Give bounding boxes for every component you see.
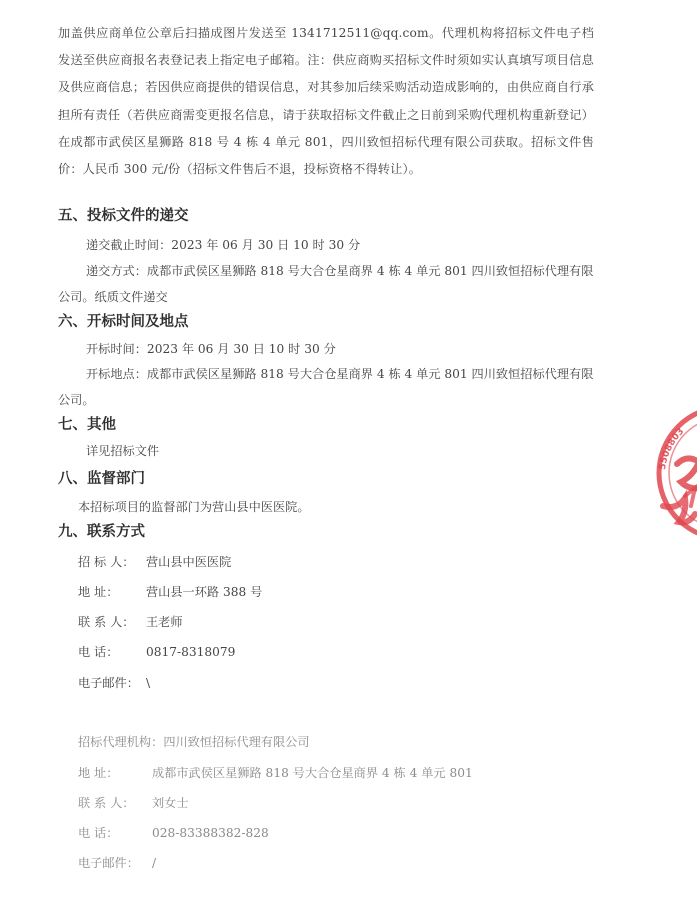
section-7-heading: 七、其他 <box>58 417 116 433</box>
agency-name-label: 招标代理机构： <box>78 735 164 749</box>
agency-phone-label: 电 话： <box>78 826 119 840</box>
agency-address-label: 地 址： <box>78 766 119 780</box>
tenderer-address-row <box>78 582 262 602</box>
agency-email-label: 电子邮件： <box>78 856 139 870</box>
tenderer-contact-value: 王老师 <box>146 615 183 629</box>
tenderer-email-value: \ <box>146 676 151 690</box>
tenderer-phone-label: 电 话： <box>78 645 119 659</box>
tenderer-phone-row <box>78 642 235 662</box>
company-seal-icon <box>655 398 697 548</box>
tenderer-address-value: 营山县一环路 388 号 <box>146 585 263 599</box>
tenderer-name-row <box>78 552 231 572</box>
agency-address-value: 成都市武侯区星狮路 818 号大合仓星商界 4 栋 4 单元 801 <box>152 766 473 780</box>
agency-name-value: 四川致恒招标代理有限公司 <box>163 735 310 749</box>
section-8-heading: 八、监督部门 <box>58 471 145 487</box>
svg-text:5508803: 5508803 <box>658 426 687 471</box>
section-5-heading: 五、投标文件的递交 <box>58 208 189 224</box>
agency-name-row <box>78 732 310 752</box>
agency-phone-row <box>78 823 269 843</box>
agency-phone-value: 028-83388382-828 <box>152 826 269 840</box>
section-6-heading: 六、开标时间及地点 <box>58 314 189 330</box>
agency-contact-row <box>78 793 189 813</box>
agency-email-row <box>78 853 156 873</box>
tenderer-name-value: 营山县中医医院 <box>146 555 232 569</box>
agency-address-row <box>78 763 473 783</box>
tenderer-address-label: 地 址： <box>78 585 119 599</box>
tenderer-phone-value: 0817-8318079 <box>146 645 236 659</box>
supervision-text: 本招标项目的监督部门为营山县中医医院。 <box>78 500 310 514</box>
opening-time: 开标时间：2023 年 06 月 30 日 10 时 30 分 <box>86 342 336 356</box>
agency-email-value: / <box>152 856 157 870</box>
tenderer-contact-row <box>78 612 183 632</box>
agency-contact-label: 联 系 人： <box>78 796 135 810</box>
submission-method: 递交方式：成都市武侯区星狮路 818 号大合仓星商界 4 栋 4 单元 801 四川致恒招标代理有限公司。纸质文件递交 <box>58 264 594 304</box>
submission-deadline: 递交截止时间：2023 年 06 月 30 日 10 时 30 分 <box>86 238 361 252</box>
tenderer-name-label: 招 标 人： <box>78 555 135 569</box>
tenderer-contact-label: 联 系 人： <box>78 615 135 629</box>
intro-paragraph: 加盖供应商单位公章后扫描成图片发送至 1341712511@qq.com。代理机构将招标文件电子档发送至供应商报名表登记表上指定电子邮箱。注：供应商购买招标文件时须如实认真填写项目信息及供应商信息；若因供应商提供的错误信息，对其参加后续采购活动造成影响的，由供应商自行承担所有责任（若供应商需变更报名信息，请于获取招标文件截止之日前到采购代理机构重新登记）在成都市武侯区星狮路 818 号 4 栋 4 单元 801，四川致恒招标代理有限公司获取。招标文件售价：人民币 300 元/份（招标文件售后不退，投标资格不得转让）。 <box>58 26 594 177</box>
tenderer-email-label: 电子邮件： <box>78 676 139 690</box>
other-text: 详见招标文件 <box>86 444 160 458</box>
opening-place: 开标地点：成都市武侯区星狮路 818 号大合仓星商界 4 栋 4 单元 801 四川致恒招标代理有限公司。 <box>58 367 594 407</box>
tenderer-email-row <box>78 673 150 693</box>
section-9-heading: 九、联系方式 <box>58 524 145 540</box>
agency-contact-value: 刘女士 <box>152 796 189 810</box>
